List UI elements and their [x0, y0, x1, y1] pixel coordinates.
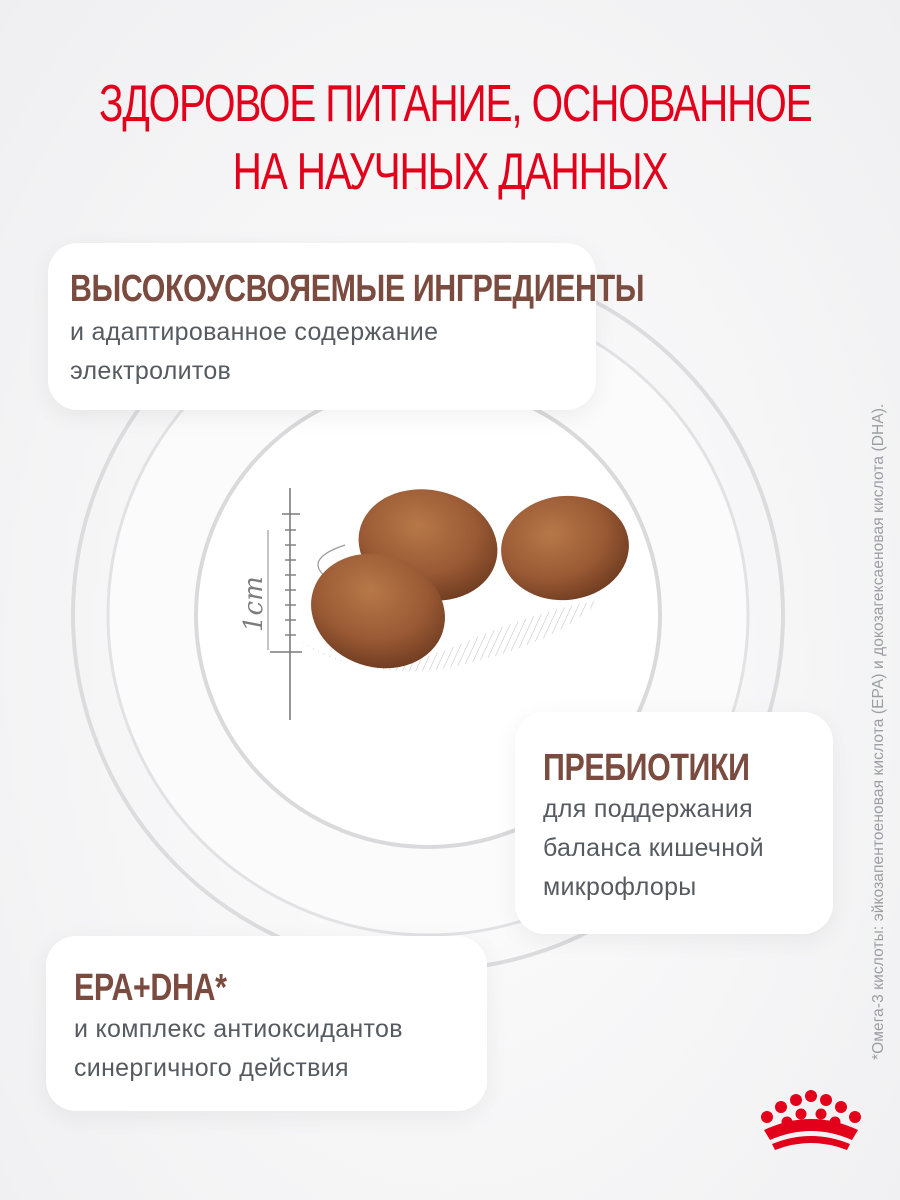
crown-logo-icon	[754, 1090, 868, 1154]
card-text	[74, 1010, 403, 1088]
card-text-line: синергичного действия	[74, 1054, 349, 1082]
card-text-line: электролитов	[70, 357, 232, 385]
card-title: EPA+DHA*	[74, 967, 227, 1009]
card-text	[543, 790, 764, 907]
card-text-line: баланса кишечной	[543, 834, 764, 862]
card-text-line: для поддержания	[543, 795, 753, 823]
feature-card-epa-dha	[46, 936, 487, 1111]
feature-card-ingredients	[48, 243, 645, 410]
card-text-line: и комплекс антиоксидантов	[74, 1015, 403, 1043]
feature-card-prebiotics	[515, 712, 833, 934]
measurement-label: 1cm	[239, 576, 269, 632]
footnote: *Омега-3 кислоты: эйкозапентоеновая кислота (EPA) и докозагексаеновая кислота (DHA).	[870, 403, 887, 1060]
card-title: ПРЕБИОТИКИ	[543, 747, 750, 789]
card-text	[70, 313, 438, 391]
card-text-line: микрофлоры	[543, 873, 697, 901]
headline-line-2: НА НАУЧНЫХ ДАННЫХ	[232, 143, 668, 201]
card-text-line: и адаптированное содержание	[70, 318, 439, 346]
headline-line-1: ЗДОРОВОЕ ПИТАНИЕ, ОСНОВАННОЕ	[99, 75, 812, 133]
card-title: ВЫСОКОУСВОЯЕМЫЕ ИНГРЕДИЕНТЫ	[70, 268, 645, 310]
